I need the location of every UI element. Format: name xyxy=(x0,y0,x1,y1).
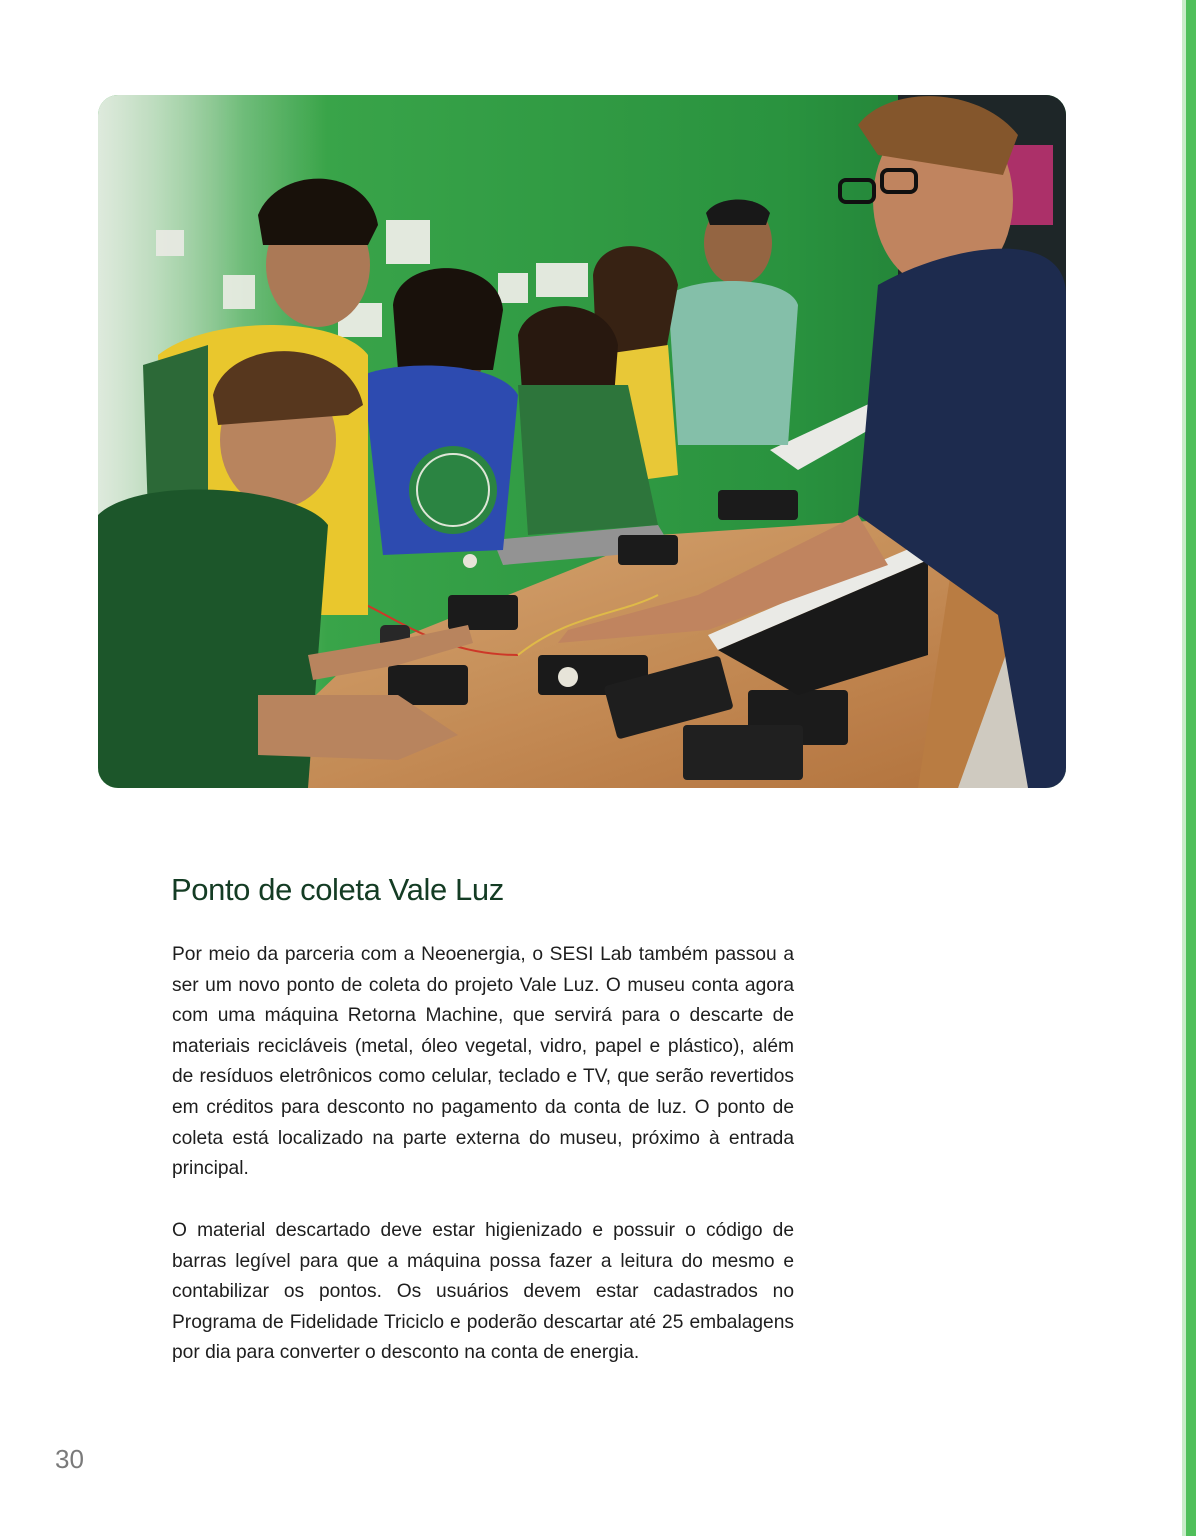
page-number: 30 xyxy=(55,1444,84,1474)
edge-stripe xyxy=(1186,0,1196,1536)
body-paragraph-1: Por meio da parceria com a Neoenergia, o SESI Lab também passou a ser um novo ponto de coleta do projeto Vale Luz. O museu conta agora com uma máquina Retorna Machine, que servirá para o descarte de materiais recicláveis (metal, óleo vegetal, vidro, papel e plástico), além de resíduos eletrônicos como celular, teclado e TV, que serão revertidos em créditos para desconto no pagamento da conta de luz. O ponto de coleta está localizado na parte externa do museu, próximo à entrada principal. xyxy=(172,944,794,1180)
photo-students-workshop xyxy=(98,95,1066,788)
body-paragraph-2: O material descartado deve estar higienizado e possuir o código de barras legível para que a máquina possa fazer a leitura do mesmo e contabilizar os pontos. Os usuários devem estar cadastrados no Programa de Fidelidade Triciclo e poderão descartar até 25 embalagens por dia para converter o desconto na conta de energia. xyxy=(172,1220,794,1364)
section-title: Ponto de coleta Vale Luz xyxy=(171,872,504,907)
